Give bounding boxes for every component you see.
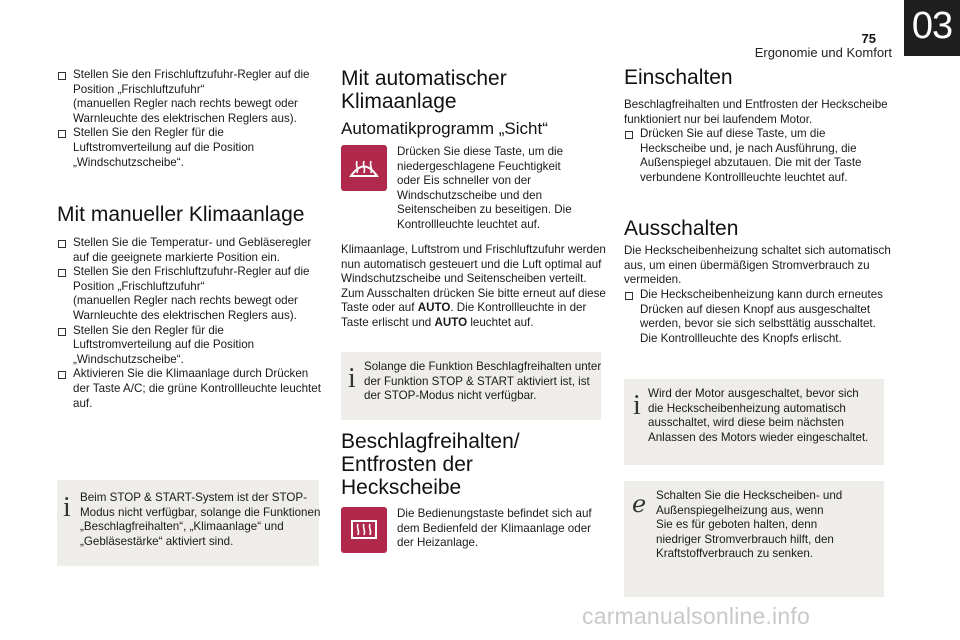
einschalten-bullet: [624, 127, 894, 185]
page-number: 75: [861, 31, 876, 46]
list-item: Stellen Sie den Regler für die Luftstromverteilung auf die Position „Windschutzscheibe“.: [57, 126, 327, 170]
auto-label: AUTO: [434, 315, 468, 329]
front-defrost-icon: [341, 145, 387, 191]
heading-auto-ac: Mit automatischer Klimaanlage: [341, 67, 507, 113]
auto-label: AUTO: [417, 301, 451, 315]
list-item: Stellen Sie die Temperatur- und Gebläseregler auf die geeignete markierte Position ein.: [57, 236, 327, 265]
auto-paragraph: Klimaanlage, Luftstrom und Frischluftzufuhr werden nun automatisch gesteuert und die Luft optimal auf Windschutzscheibe und Seitenscheiben verteilt. Zum Ausschalten drücken Sie bitte erneut auf diese Taste oder auf AUTO. Die Kontrollleuchte in der Taste erlischt und AUTO leuchtet auf.: [341, 243, 606, 329]
subheading-sicht: Automatikprogramm „Sicht“: [341, 119, 548, 138]
info-box-defrost-stop: i Solange die Funktion Beschlagfreihalten unter der Funktion STOP & START aktiviert ist, ist der STOP-Modus nicht verfügbar.: [341, 352, 601, 420]
list-item: Stellen Sie den Frischluftzufuhr-Regler auf die Position „Frischluftzufuhr“ (manuellen Regler nach rechts bewegt oder Warnleuchte des elektrischen Reglers aus).: [57, 68, 327, 126]
ausschalten-paragraph: Die Heckscheibenheizung schaltet sich automatisch aus, um einen übermäßigen Stromverbrauch zu vermeiden.: [624, 244, 891, 287]
list-item: Die Heckscheibenheizung kann durch erneutes Drücken auf diesen Knopf aus ausgeschaltet werden, bevor sie sich selbsttätig ausschaltet. Die Kontrollleuchte des Knopfs erlischt.: [624, 288, 894, 346]
einschalten-paragraph: Beschlagfreihalten und Entfrosten der Heckscheibe funktioniert nur bei laufendem Motor.: [624, 98, 888, 126]
info-icon: i: [633, 390, 641, 421]
heading-einschalten: Einschalten: [624, 66, 733, 89]
info-box-stop-start: i Beim STOP & START-System ist der STOP- Modus nicht verfügbar, solange die Funktionen „Beschlagfreihalten“, „Klimaanlage“ und „Gebläsestärke“ aktiviert sind.: [57, 480, 319, 566]
info-icon: i: [348, 363, 356, 394]
ausschalten-bullet: [624, 288, 894, 346]
rear-defrost-icon: [341, 507, 387, 553]
heading-manual-ac: Mit manueller Klimaanlage: [57, 203, 305, 226]
eco-box: ℯ Schalten Sie die Heckscheiben- und Außenspiegelheizung aus, wenn Sie es für geboten halten, denn niedriger Stromverbrauch hilft, den Kraftstoffverbrauch zu senken.: [624, 481, 884, 597]
list-item: Aktivieren Sie die Klimaanlage durch Drücken der Taste A/C; die grüne Kontrollleuchte leuchtet auf.: [57, 367, 327, 411]
section-title: Ergonomie und Komfort: [754, 45, 892, 60]
list-item: Drücken Sie auf diese Taste, um die Heckscheibe und, je nach Ausführung, die Außenspiegel abzutauen. Die mit der Taste verbundene Kontrollleuchte leuchtet auf.: [624, 127, 894, 185]
heading-rear-defrost: Beschlagfreihalten/ Entfrosten der Heckscheibe: [341, 430, 520, 499]
rear-defrost-description: Die Bedienungstaste befindet sich auf dem Bedienfeld der Klimaanlage oder der Heizanlage.: [397, 507, 592, 550]
col1-top-bullets: [57, 68, 327, 170]
list-item: Stellen Sie den Frischluftzufuhr-Regler auf die Position „Frischluftzufuhr“ (manuellen Regler nach rechts bewegt oder Warnleuchte des elektrischen Reglers aus).: [57, 265, 327, 323]
watermark: carmanualsonline.info: [582, 603, 810, 629]
info-icon: i: [63, 492, 71, 523]
sicht-description: Drücken Sie diese Taste, um die niedergeschlagene Feuchtigkeit oder Eis schneller von der Windschutzscheibe und den Seitenscheiben zu beseitigen. Die Kontrollleuchte leuchtet auf.: [397, 145, 572, 231]
info-box-engine-off: i Wird der Motor ausgeschaltet, bevor sich die Heckscheibenheizung automatisch ausschaltet, wird diese beim nächsten Anlassen des Motors wieder eingeschaltet.: [624, 379, 884, 465]
col1-bullets: [57, 236, 327, 411]
eco-icon: ℯ: [632, 492, 647, 518]
heading-ausschalten: Ausschalten: [624, 217, 739, 240]
list-item: Stellen Sie den Regler für die Luftstromverteilung auf die Position „Windschutzscheibe“.: [57, 324, 327, 368]
chapter-tab: 03: [904, 0, 960, 56]
